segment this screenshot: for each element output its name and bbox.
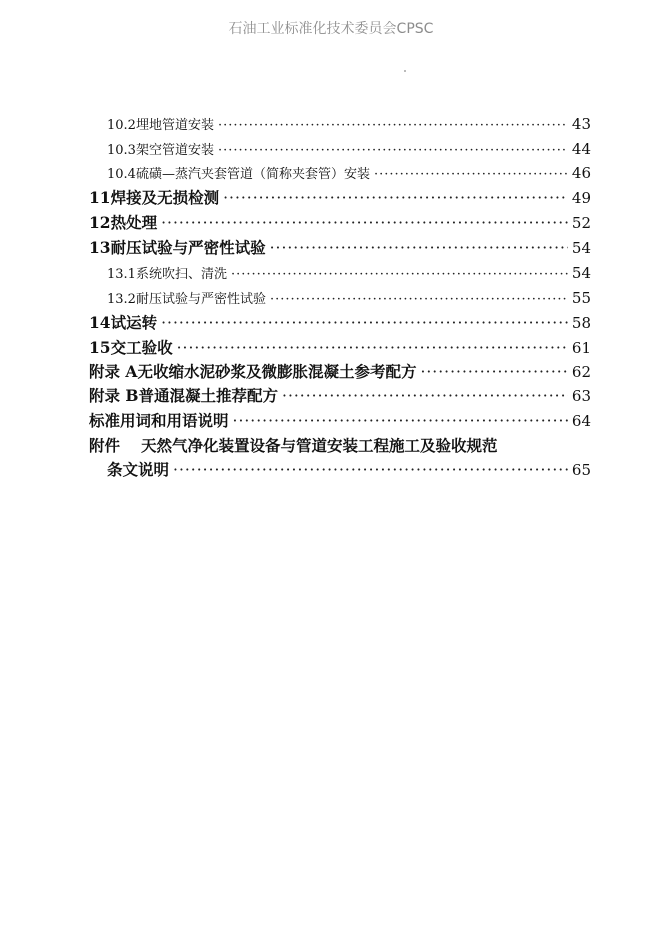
toc-number: 10.2 xyxy=(107,118,136,133)
toc-number: 15 xyxy=(89,338,111,357)
leader-dots xyxy=(161,314,568,332)
toc-entry-10-3[interactable] xyxy=(107,139,591,158)
toc-number: 附件 xyxy=(89,436,121,455)
toc-page: 44 xyxy=(571,140,591,158)
leader-dots xyxy=(270,239,568,257)
leader-dots xyxy=(233,412,568,430)
toc-page: 54 xyxy=(571,239,591,257)
toc-page: 46 xyxy=(571,164,591,182)
toc-title: 硫磺—蒸汽夹套管道（简称夹套管）安装 xyxy=(135,167,370,182)
leader-dots xyxy=(177,339,568,357)
toc-entry-appendix-a[interactable] xyxy=(89,360,591,382)
toc-page: 58 xyxy=(571,314,591,332)
toc-title: 焊接及无损检测 xyxy=(110,188,220,207)
toc-page: 65 xyxy=(571,461,591,479)
leader-dots xyxy=(270,292,568,307)
leader-dots xyxy=(282,387,568,405)
toc-entry-10-2[interactable] xyxy=(107,114,591,133)
toc-page: 64 xyxy=(571,412,591,430)
scan-speck xyxy=(404,70,406,72)
toc-number: 14 xyxy=(89,313,111,332)
leader-dots xyxy=(223,189,568,207)
leader-dots xyxy=(374,167,568,182)
toc-entry-14[interactable] xyxy=(89,311,591,333)
toc-page: 62 xyxy=(571,363,591,381)
toc-title: 系统吹扫、清洗 xyxy=(135,267,227,282)
toc-entry-11[interactable] xyxy=(89,186,591,208)
toc-page: 54 xyxy=(571,264,591,282)
toc-title: 耐压试验与严密性试验 xyxy=(135,292,266,307)
leader-dots xyxy=(231,267,568,282)
toc-entry-appendix-b[interactable] xyxy=(89,384,591,406)
toc-title: 埋地管道安装 xyxy=(135,118,214,133)
leader-dots xyxy=(420,363,567,381)
toc-entry-commentary[interactable] xyxy=(107,458,591,480)
toc-entry-13-1[interactable] xyxy=(107,263,591,282)
toc-title: 交工验收 xyxy=(110,338,173,357)
toc-entry-10-4[interactable] xyxy=(107,163,591,182)
toc-number: 13.1 xyxy=(107,267,136,282)
toc-number: 10.3 xyxy=(107,143,136,158)
toc-number: 10.4 xyxy=(107,167,136,182)
leader-dots xyxy=(173,461,568,479)
leader-dots xyxy=(218,118,568,133)
toc-page: 55 xyxy=(571,289,591,307)
toc-title: 试运转 xyxy=(110,313,158,332)
toc-page: 43 xyxy=(571,115,591,133)
leader-dots xyxy=(161,214,568,232)
toc-number: 11 xyxy=(89,188,111,207)
toc-title: 标准用词和用语说明 xyxy=(89,411,229,430)
page-header: 石油工业标准化技术委员会CPSC xyxy=(228,21,434,37)
toc-title: 无收缩水泥砂浆及微膨胀混凝土参考配方 xyxy=(137,362,417,381)
toc-entry-13-2[interactable] xyxy=(107,288,591,307)
toc-page: 63 xyxy=(571,387,591,405)
toc-page: 52 xyxy=(571,214,591,232)
leader-dots xyxy=(218,143,568,158)
toc-number: 13 xyxy=(89,238,111,257)
toc-title: 架空管道安装 xyxy=(135,143,214,158)
toc-title: 天然气净化装置设备与管道安装工程施工及验收规范 xyxy=(141,436,498,455)
toc-page: 61 xyxy=(571,339,591,357)
toc-number: 附录 B xyxy=(89,386,139,405)
toc-entry-15[interactable] xyxy=(89,336,591,358)
toc-title: 热处理 xyxy=(110,213,158,232)
toc-number: 12 xyxy=(89,213,111,232)
toc-entry-attachment[interactable] xyxy=(89,434,591,456)
toc-entry-13[interactable] xyxy=(89,236,591,258)
toc-number: 附录 A xyxy=(89,362,138,381)
toc-entry-12[interactable] xyxy=(89,211,591,233)
toc-page: 49 xyxy=(571,189,591,207)
toc-entry-wording[interactable] xyxy=(89,409,591,431)
toc-title: 普通混凝土推荐配方 xyxy=(138,386,279,405)
toc-number: 13.2 xyxy=(107,292,136,307)
toc-title: 条文说明 xyxy=(107,460,170,479)
toc-title: 耐压试验与严密性试验 xyxy=(110,238,266,257)
